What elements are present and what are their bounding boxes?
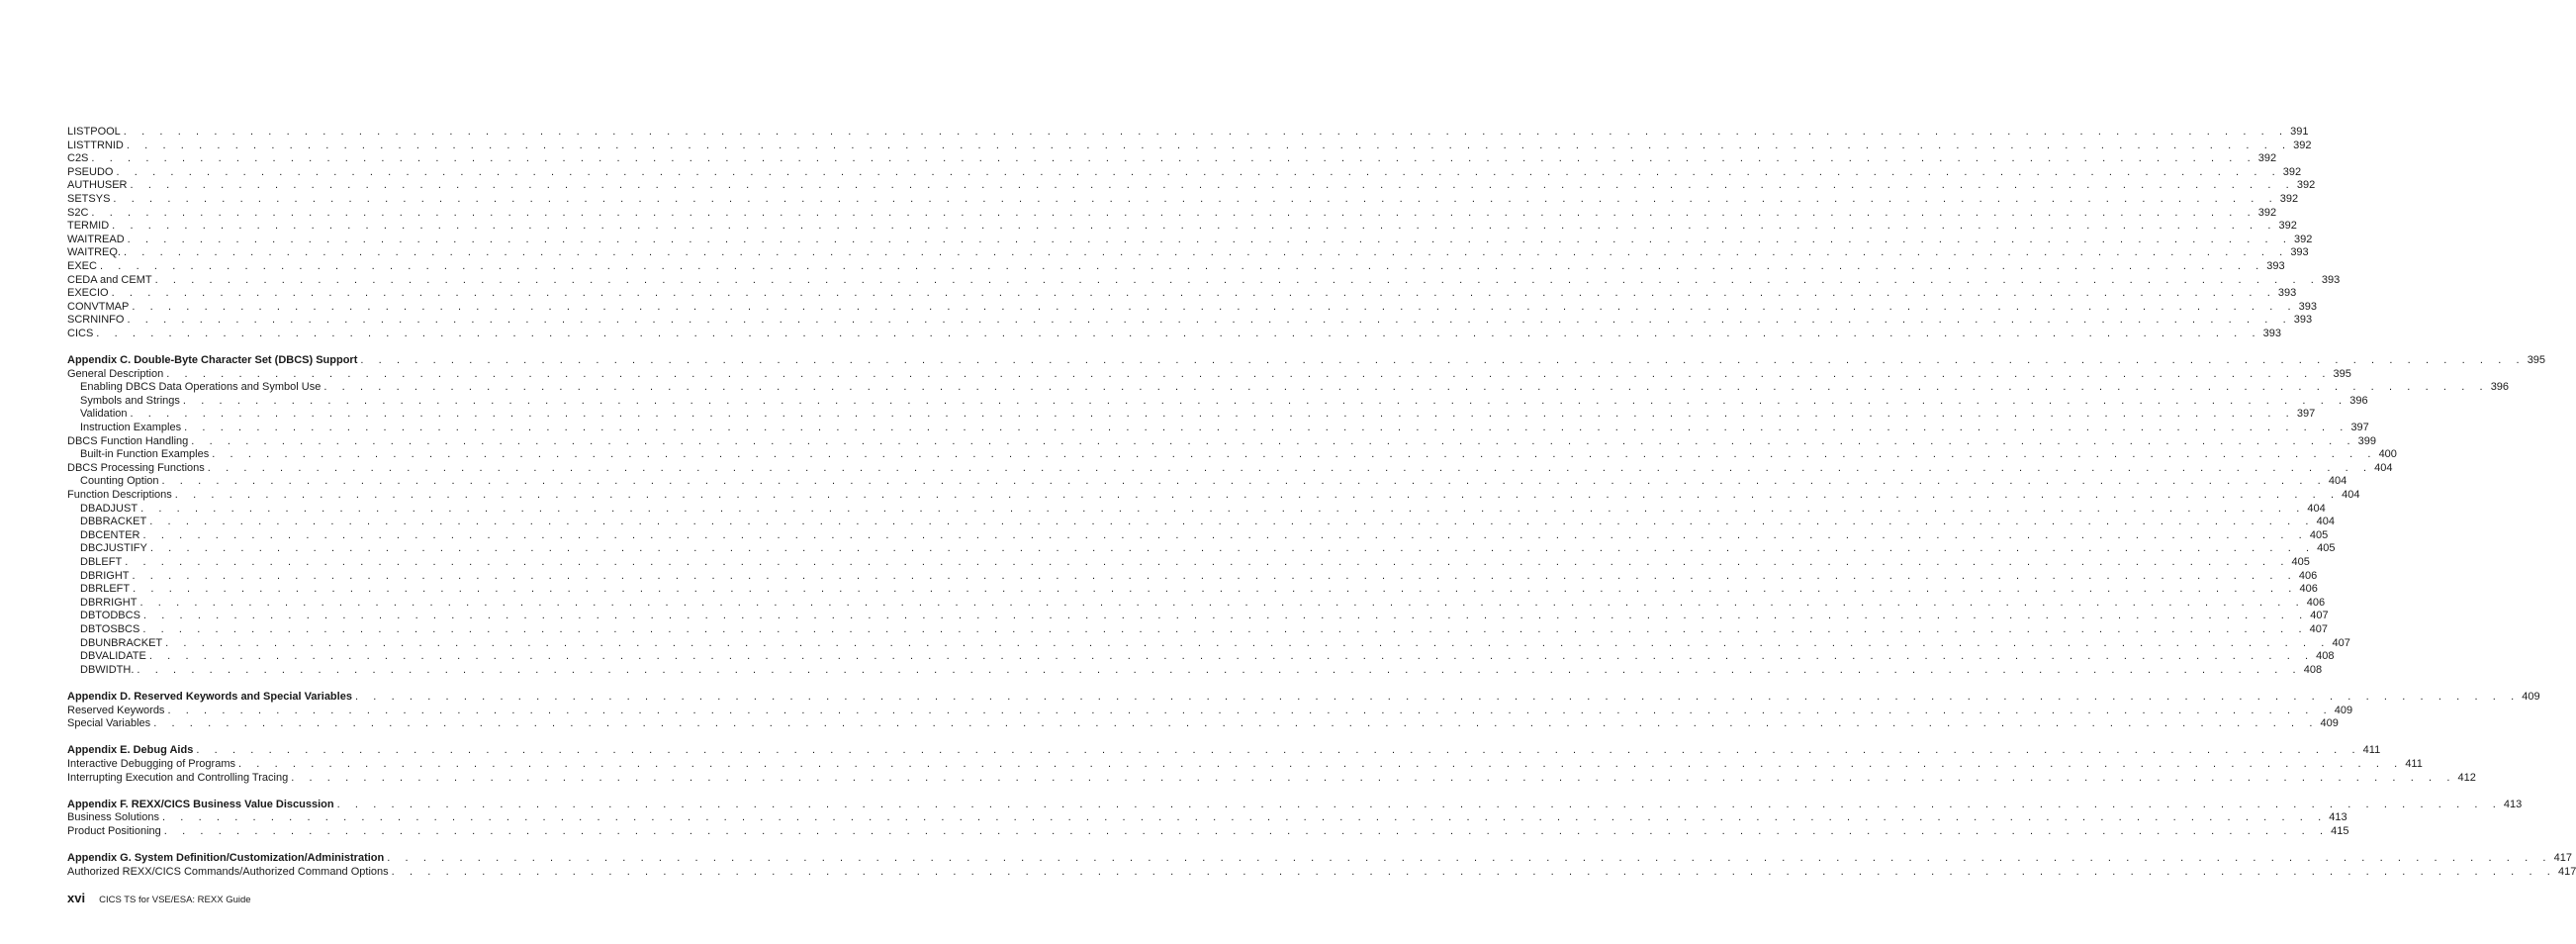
toc-entry-label: Counting Option bbox=[80, 475, 159, 488]
toc-entry-page-number: 393 bbox=[2298, 300, 2318, 313]
toc-dot-leader: . . . . . . . . . . . . . . . . . . . . . . . . . . . . . . . . . . . . . . . . . . . . . . . . . . . . . . . . . . . . . . . . . . . . . . . . . . . . . . . . . . . . . . . . . . . . . . . . . . . . . . . . . . . . . . . . . . . . . . . . bbox=[125, 556, 2290, 568]
toc-heading-entry[interactable] bbox=[67, 354, 2546, 368]
toc-entry[interactable] bbox=[67, 220, 2297, 234]
toc-entry-page-number: 407 bbox=[2309, 622, 2328, 635]
toc-entry-page-number: 393 bbox=[2290, 246, 2309, 259]
toc-entry-page-number: 392 bbox=[2296, 179, 2316, 192]
toc-entry-label: General Description bbox=[67, 367, 164, 380]
toc-entry-page-number: 406 bbox=[2298, 569, 2318, 582]
toc-entry-page-number: 407 bbox=[2310, 610, 2329, 622]
toc-entry-label: CONVTMAP bbox=[67, 300, 130, 313]
toc-entry-page-number: 392 bbox=[2279, 192, 2299, 205]
footer-page-number: xvi bbox=[67, 891, 86, 905]
toc-entry[interactable] bbox=[67, 622, 2328, 637]
toc-entry[interactable] bbox=[67, 273, 2341, 288]
toc-dot-leader: . . . . . . . . . . . . . . . . . . . . . . . . . . . . . . . . . . . . . . . . . . . . . . . . . . . . . . . . . . . . . . . . . . . . . . . . . . . . . . . . . . . . . . . . . . . . . . . . . . . . . . . . . . . . . . . . . . . . . . . . bbox=[148, 650, 2315, 663]
toc-entry-label: Product Positioning bbox=[67, 824, 161, 837]
toc-entry[interactable] bbox=[67, 717, 2339, 731]
toc-dot-leader: . . . . . . . . . . . . . . . . . . . . . . . . . . . . . . . . . . . . . . . . . . . . . . . . . . . . . . . . . . . . . . . . . . . . . . . . . . . . . . . . . . . . . . . . . . . . . . . . . . . . . . . . . . . . . . . . . . . . . . . . bbox=[142, 610, 2309, 622]
toc-entry-label: Reserved Keywords bbox=[67, 704, 165, 716]
toc-entry-label: Function Descriptions bbox=[67, 489, 172, 502]
toc-entry-page-number: 407 bbox=[2332, 636, 2350, 649]
toc-entry-page-number: 413 bbox=[2503, 798, 2523, 810]
toc-dot-leader: . . . . . . . . . . . . . . . . . . . . . . . . . . . . . . . . . . . . . . . . . . . . . . . . . . . . . . . . . . . . . . . . . . . . . . . . . . . . . . . . . . . . . . . . . . . . . . . . . . . . . . . . . . . . . . . . . . . . . . . . bbox=[139, 596, 2305, 609]
toc-entry[interactable] bbox=[67, 596, 2326, 611]
toc-heading-entry[interactable] bbox=[67, 744, 2381, 758]
toc-entry-label: LISTPOOL bbox=[67, 126, 121, 138]
toc-entry-page-number: 393 bbox=[2262, 327, 2281, 339]
toc-entry[interactable] bbox=[67, 179, 2316, 193]
toc-entry[interactable] bbox=[67, 165, 2302, 180]
toc-entry-page-number: 409 bbox=[2334, 704, 2353, 716]
toc-entry-page-number: 417 bbox=[2557, 865, 2576, 878]
toc-dot-leader: . . . . . . . . . . . . . . . . . . . . . . . . . . . . . . . . . . . . . . . . . . . . . . . . . . . . . . . . . . . . . . . . . . . . . . . . . . . . . . . . . . . . . . . . . . . . . . . . . . . . . . . . . . . . . . . . . . . . . . . . bbox=[113, 192, 2278, 205]
toc-dot-leader: . . . . . . . . . . . . . . . . . . . . . . . . . . . . . . . . . . . . . . . . . . . . . . . . . . . . . . . . . . . . . . . . . . . . . . . . . . . . . . . . . . . . . . . . . . . . . . . . . . . . . . . . . . . . . . . . . . . . . . . . bbox=[142, 622, 2308, 635]
toc-entry-label: Authorized REXX/CICS Commands/Authorized Command Options bbox=[67, 865, 389, 878]
toc-entry[interactable] bbox=[67, 367, 2351, 382]
toc-entry-label: Appendix E. Debug Aids bbox=[67, 744, 194, 757]
toc-dot-leader: . . . . . . . . . . . . . . . . . . . . . . . . . . . . . . . . . . . . . . . . . . . . . . . . . . . . . . . . . . . . . . . . . . . . . . . . . . . . . . . . . . . . . . . . . . . . . . . . . . . . . . . . . . . . . . . . . . . . . . . . bbox=[387, 852, 2552, 865]
toc-dot-leader: . . . . . . . . . . . . . . . . . . . . . . . . . . . . . . . . . . . . . . . . . . . . . . . . . . . . . . . . . . . . . . . . . . . . . . . . . . . . . . . . . . . . . . . . . . . . . . . . . . . . . . . . . . . . . . . . . . . . . . . . bbox=[161, 475, 2327, 488]
toc-dot-leader: . . . . . . . . . . . . . . . . . . . . . . . . . . . . . . . . . . . . . . . . . . . . . . . . . . . . . . . . . . . . . . . . . . . . . . . . . . . . . . . . . . . . . . . . . . . . . . . . . . . . . . . . . . . . . . . . . . . . . . . . bbox=[132, 300, 2297, 313]
toc-entry[interactable] bbox=[67, 636, 2350, 651]
toc-heading-entry[interactable] bbox=[67, 798, 2523, 812]
toc-dot-leader: . . . . . . . . . . . . . . . . . . . . . . . . . . . . . . . . . . . . . . . . . . . . . . . . . . . . . . . . . . . . . . . . . . . . . . . . . . . . . . . . . . . . . . . . . . . . . . . . . . . . . . . . . . . . . . . . . . . . . . . . bbox=[132, 569, 2297, 582]
toc-dot-leader: . . . . . . . . . . . . . . . . . . . . . . . . . . . . . . . . . . . . . . . . . . . . . . . . . . . . . . . . . . . . . . . . . . . . . . . . . . . . . . . . . . . . . . . . . . . . . . . . . . . . . . . . . . . . . . . . . . . . . . . . bbox=[127, 314, 2292, 327]
toc-entry[interactable] bbox=[67, 865, 2576, 880]
toc-dot-leader: . . . . . . . . . . . . . . . . . . . . . . . . . . . . . . . . . . . . . . . . . . . . . . . . . . . . . . . . . . . . . . . . . . . . . . . . . . . . . . . . . . . . . . . . . . . . . . . . . . . . . . . . . . . . . . . . . . . . . . . . bbox=[166, 367, 2332, 380]
toc-entry-label: DBCJUSTIFY bbox=[80, 542, 147, 555]
toc-dot-leader: . . . . . . . . . . . . . . . . . . . . . . . . . . . . . . . . . . . . . . . . . . . . . . . . . . . . . . . . . . . . . . . . . . . . . . . . . . . . . . . . . . . . . . . . . . . . . . . . . . . . . . . . . . . . . . . . . . . . . . . . bbox=[127, 233, 2292, 245]
section-gap bbox=[67, 785, 604, 799]
toc-entry-page-number: 413 bbox=[2329, 811, 2347, 824]
toc-entry-page-number: 396 bbox=[2490, 381, 2510, 394]
toc-entry[interactable] bbox=[67, 811, 2347, 825]
toc-dot-leader: . . . . . . . . . . . . . . . . . . . . . . . . . . . . . . . . . . . . . . . . . . . . . . . . . . . . . . . . . . . . . . . . . . . . . . . . . . . . . . . . . . . . . . . . . . . . . . . . . . . . . . . . . . . . . . . . . . . . . . . . bbox=[391, 865, 2556, 878]
footer-book-title: CICS TS for VSE/ESA: REXX Guide bbox=[99, 895, 251, 905]
section-gap bbox=[67, 677, 604, 691]
toc-entry-label: LISTTRNID bbox=[67, 139, 124, 151]
toc-entry-label: Interrupting Execution and Controlling Tracing bbox=[67, 771, 289, 784]
toc-entry-label: EXEC bbox=[67, 259, 97, 272]
toc-entry[interactable] bbox=[67, 152, 2277, 166]
toc-entry-page-number: 397 bbox=[2350, 422, 2369, 434]
toc-entry-page-number: 405 bbox=[2291, 556, 2310, 568]
toc-entry-page-number: 417 bbox=[2553, 852, 2572, 865]
toc-entry-page-number: 392 bbox=[2282, 165, 2302, 178]
toc-entry-label: Appendix C. Double-Byte Character Set (DBCS) Support bbox=[67, 354, 358, 367]
toc-entry-label: DBVALIDATE bbox=[80, 650, 146, 663]
toc-entry[interactable] bbox=[67, 542, 2336, 556]
toc-entry-label: DBBRACKET bbox=[80, 516, 147, 528]
toc-entry-page-number: 404 bbox=[2316, 516, 2335, 528]
toc-entry-label: DBUNBRACKET bbox=[80, 636, 163, 649]
toc-dot-leader: . . . . . . . . . . . . . . . . . . . . . . . . . . . . . . . . . . . . . . . . . . . . . . . . . . . . . . . . . . . . . . . . . . . . . . . . . . . . . . . . . . . . . . . . . . . . . . . . . . . . . . . . . . . . . . . . . . . . . . . . bbox=[91, 206, 2256, 219]
toc-entry-page-number: 392 bbox=[2293, 139, 2312, 151]
toc-entry-label: WAITREAD bbox=[67, 233, 125, 245]
toc-entry[interactable] bbox=[67, 528, 2329, 543]
toc-dot-leader: . . . . . . . . . . . . . . . . . . . . . . . . . . . . . . . . . . . . . . . . . . . . . . . . . . . . . . . . . . . . . . . . . . . . . . . . . . . . . . . . . . . . . . . . . . . . . . . . . . . . . . . . . . . . . . . . . . . . . . . . bbox=[140, 502, 2306, 515]
toc-dot-leader: . . . . . . . . . . . . . . . . . . . . . . . . . . . . . . . . . . . . . . . . . . . . . . . . . . . . . . . . . . . . . . . . . . . . . . . . . . . . . . . . . . . . . . . . . . . . . . . . . . . . . . . . . . . . . . . . . . . . . . . . bbox=[161, 811, 2328, 824]
toc-dot-leader: . . . . . . . . . . . . . . . . . . . . . . . . . . . . . . . . . . . . . . . . . . . . . . . . . . . . . . . . . . . . . . . . . . . . . . . . . . . . . . . . . . . . . . . . . . . . . . . . . . . . . . . . . . . . . . . . . . . . . . . . bbox=[111, 287, 2276, 300]
toc-entry-label: DBTODBCS bbox=[80, 610, 140, 622]
toc-entry-label: DBWIDTH. bbox=[80, 663, 135, 676]
toc-entry[interactable] bbox=[67, 663, 2323, 678]
toc-dot-leader: . . . . . . . . . . . . . . . . . . . . . . . . . . . . . . . . . . . . . . . . . . . . . . . . . . . . . . . . . . . . . . . . . . . . . . . . . . . . . . . . . . . . . . . . . . . . . . . . . . . . . . . . . . . . . . . . . . . . . . . . bbox=[207, 461, 2373, 474]
toc-dot-leader: . . . . . . . . . . . . . . . . . . . . . . . . . . . . . . . . . . . . . . . . . . . . . . . . . . . . . . . . . . . . . . . . . . . . . . . . . . . . . . . . . . . . . . . . . . . . . . . . . . . . . . . . . . . . . . . . . . . . . . . . bbox=[154, 273, 2320, 286]
toc-entry-page-number: 405 bbox=[2317, 542, 2336, 555]
toc-entry-label: TERMID bbox=[67, 220, 110, 233]
toc-entry[interactable] bbox=[67, 139, 2312, 153]
toc-dot-leader: . . . . . . . . . . . . . . . . . . . . . . . . . . . . . . . . . . . . . . . . . . . . . . . . . . . . . . . . . . . . . . . . . . . . . . . . . . . . . . . . . . . . . . . . . . . . . . . . . . . . . . . . . . . . . . . . . . . . . . . . bbox=[212, 448, 2377, 461]
toc-entry-label: Instruction Examples bbox=[80, 422, 182, 434]
toc-entry[interactable] bbox=[67, 300, 2318, 315]
toc-entry-label: SETSYS bbox=[67, 192, 111, 205]
toc-entry-label: DBRRIGHT bbox=[80, 596, 138, 609]
toc-entry-page-number: 393 bbox=[2277, 287, 2297, 300]
toc-entry-page-number: 411 bbox=[2362, 744, 2381, 757]
toc-entry-page-number: 400 bbox=[2378, 448, 2397, 461]
toc-entry-page-number: 415 bbox=[2331, 824, 2349, 837]
toc-dot-leader: . . . . . . . . . . . . . . . . . . . . . . . . . . . . . . . . . . . . . . . . . . . . . . . . . . . . . . . . . . . . . . . . . . . . . . . . . . . . . . . . . . . . . . . . . . . . . . . . . . . . . . . . . . . . . . . . . . . . . . . . bbox=[336, 798, 2502, 810]
toc-entry[interactable] bbox=[67, 556, 2310, 570]
toc-entry[interactable] bbox=[67, 771, 2476, 786]
toc-entry[interactable] bbox=[67, 448, 2397, 462]
toc-dot-leader: . . . . . . . . . . . . . . . . . . . . . . . . . . . . . . . . . . . . . . . . . . . . . . . . . . . . . . . . . . . . . . . . . . . . . . . . . . . . . . . . . . . . . . . . . . . . . . . . . . . . . . . . . . . . . . . . . . . . . . . . bbox=[174, 489, 2341, 502]
toc-entry[interactable] bbox=[67, 233, 2313, 247]
toc-dot-leader: . . . . . . . . . . . . . . . . . . . . . . . . . . . . . . . . . . . . . . . . . . . . . . . . . . . . . . . . . . . . . . . . . . . . . . . . . . . . . . . . . . . . . . . . . . . . . . . . . . . . . . . . . . . . . . . . . . . . . . . . bbox=[99, 259, 2265, 272]
toc-entry[interactable] bbox=[67, 650, 2335, 664]
toc-entry[interactable] bbox=[67, 569, 2318, 584]
toc-entry-page-number: 406 bbox=[2299, 583, 2318, 596]
toc-entry[interactable] bbox=[67, 434, 2376, 449]
section-gap bbox=[67, 731, 604, 745]
toc-entry-label: Enabling DBCS Data Operations and Symbol Use bbox=[80, 381, 322, 394]
toc-entry-page-number: 404 bbox=[2374, 461, 2393, 474]
toc-entry[interactable] bbox=[67, 489, 2360, 503]
toc-dot-leader: . . . . . . . . . . . . . . . . . . . . . . . . . . . . . . . . . . . . . . . . . . . . . . . . . . . . . . . . . . . . . . . . . . . . . . . . . . . . . . . . . . . . . . . . . . . . . . . . . . . . . . . . . . . . . . . . . . . . . . . . bbox=[123, 126, 2289, 138]
toc-entry[interactable] bbox=[67, 704, 2353, 718]
toc-entry-page-number: 393 bbox=[2293, 314, 2313, 327]
toc-dot-leader: . . . . . . . . . . . . . . . . . . . . . . . . . . . . . . . . . . . . . . . . . . . . . . . . . . . . . . . . . . . . . . . . . . . . . . . . . . . . . . . . . . . . . . . . . . . . . . . . . . . . . . . . . . . . . . . . . . . . . . . . bbox=[142, 528, 2308, 541]
toc-entry-page-number: 405 bbox=[2309, 528, 2329, 541]
toc-entry-label: PSEUDO bbox=[67, 165, 114, 178]
toc-entry-page-number: 393 bbox=[2321, 273, 2341, 286]
toc-dot-leader: . . . . . . . . . . . . . . . . . . . . . . . . . . . . . . . . . . . . . . . . . . . . . . . . . . . . . . . . . . . . . . . . . . . . . . . . . . . . . . . . . . . . . . . . . . . . . . . . . . . . . . . . . . . . . . . . . . . . . . . . bbox=[360, 354, 2526, 367]
toc-dot-leader: . . . . . . . . . . . . . . . . . . . . . . . . . . . . . . . . . . . . . . . . . . . . . . . . . . . . . . . . . . . . . . . . . . . . . . . . . . . . . . . . . . . . . . . . . . . . . . . . . . . . . . . . . . . . . . . . . . . . . . . . bbox=[191, 434, 2356, 447]
section-gap bbox=[67, 838, 604, 852]
toc-entry-page-number: 412 bbox=[2457, 771, 2476, 784]
toc-entry[interactable] bbox=[67, 192, 2299, 207]
toc-entry-label: Business Solutions bbox=[67, 811, 159, 824]
toc-entry-label: EXECIO bbox=[67, 287, 109, 300]
toc-entry-label: DBADJUST bbox=[80, 502, 138, 515]
page-footer bbox=[67, 891, 251, 905]
toc-entry[interactable] bbox=[67, 475, 2347, 489]
toc-entry-label: CEDA and CEMT bbox=[67, 273, 152, 286]
toc-dot-leader: . . . . . . . . . . . . . . . . . . . . . . . . . . . . . . . . . . . . . . . . . . . . . . . . . . . . . . . . . . . . . . . . . . . . . . . . . . . . . . . . . . . . . . . . . . . . . . . . . . . . . . . . . . . . . . . . . . . . . . . . bbox=[291, 771, 2456, 784]
toc-entry[interactable] bbox=[67, 516, 2335, 529]
toc-dot-leader: . . . . . . . . . . . . . . . . . . . . . . . . . . . . . . . . . . . . . . . . . . . . . . . . . . . . . . . . . . . . . . . . . . . . . . . . . . . . . . . . . . . . . . . . . . . . . . . . . . . . . . . . . . . . . . . . . . . . . . . . bbox=[96, 327, 2261, 339]
toc-entry-page-number: 391 bbox=[2290, 126, 2309, 138]
toc-entry[interactable] bbox=[67, 757, 2423, 772]
toc-dot-leader: . . . . . . . . . . . . . . . . . . . . . . . . . . . . . . . . . . . . . . . . . . . . . . . . . . . . . . . . . . . . . . . . . . . . . . . . . . . . . . . . . . . . . . . . . . . . . . . . . . . . . . . . . . . . . . . . . . . . . . . . bbox=[237, 757, 2404, 770]
toc-entry-label: SCRNINFO bbox=[67, 314, 125, 327]
toc-entry-page-number: 392 bbox=[2257, 152, 2277, 165]
toc-entry-label: CICS bbox=[67, 327, 94, 339]
toc-entry-label: Special Variables bbox=[67, 717, 151, 730]
toc-dot-leader: . . . . . . . . . . . . . . . . . . . . . . . . . . . . . . . . . . . . . . . . . . . . . . . . . . . . . . . . . . . . . . . . . . . . . . . . . . . . . . . . . . . . . . . . . . . . . . . . . . . . . . . . . . . . . . . . . . . . . . . . bbox=[130, 179, 2295, 192]
toc-dot-leader: . . . . . . . . . . . . . . . . . . . . . . . . . . . . . . . . . . . . . . . . . . . . . . . . . . . . . . . . . . . . . . . . . . . . . . . . . . . . . . . . . . . . . . . . . . . . . . . . . . . . . . . . . . . . . . . . . . . . . . . . bbox=[130, 408, 2295, 421]
toc-entry-label: Appendix G. System Definition/Customization/Administration bbox=[67, 852, 385, 865]
toc-entry-label: DBRIGHT bbox=[80, 569, 130, 582]
toc-dot-leader: . . . . . . . . . . . . . . . . . . . . . . . . . . . . . . . . . . . . . . . . . . . . . . . . . . . . . . . . . . . . . . . . . . . . . . . . . . . . . . . . . . . . . . . . . . . . . . . . . . . . . . . . . . . . . . . . . . . . . . . . bbox=[137, 663, 2302, 676]
toc-entry-label: DBRLEFT bbox=[80, 583, 131, 596]
toc-entry-page-number: 397 bbox=[2296, 408, 2316, 421]
toc-entry[interactable] bbox=[67, 502, 2326, 517]
toc-entry[interactable] bbox=[67, 314, 2313, 328]
table-of-contents bbox=[67, 126, 2576, 879]
toc-dot-leader: . . . . . . . . . . . . . . . . . . . . . . . . . . . . . . . . . . . . . . . . . . . . . . . . . . . . . . . . . . . . . . . . . . . . . . . . . . . . . . . . . . . . . . . . . . . . . . . . . . . . . . . . . . . . . . . . . . . . . . . . bbox=[354, 690, 2521, 703]
toc-entry[interactable] bbox=[67, 259, 2285, 274]
toc-dot-leader: . . . . . . . . . . . . . . . . . . . . . . . . . . . . . . . . . . . . . . . . . . . . . . . . . . . . . . . . . . . . . . . . . . . . . . . . . . . . . . . . . . . . . . . . . . . . . . . . . . . . . . . . . . . . . . . . . . . . . . . . bbox=[123, 246, 2289, 259]
toc-entry-label: C2S bbox=[67, 152, 89, 165]
toc-entry-label: DBTOSBCS bbox=[80, 622, 140, 635]
section-gap bbox=[67, 341, 604, 355]
toc-entry-label: Interactive Debugging of Programs bbox=[67, 757, 235, 770]
toc-entry-label: DBLEFT bbox=[80, 556, 123, 568]
toc-entry-page-number: 404 bbox=[2307, 502, 2326, 515]
toc-entry[interactable] bbox=[67, 610, 2329, 623]
toc-entry-page-number: 406 bbox=[2306, 596, 2326, 609]
toc-entry[interactable] bbox=[67, 461, 2393, 476]
toc-entry[interactable] bbox=[67, 381, 2510, 395]
toc-entry[interactable] bbox=[67, 422, 2369, 435]
toc-entry-page-number: 409 bbox=[2320, 717, 2339, 730]
toc-entry-page-number: 395 bbox=[2527, 354, 2546, 367]
toc-entry[interactable] bbox=[67, 206, 2277, 221]
toc-dot-leader: . . . . . . . . . . . . . . . . . . . . . . . . . . . . . . . . . . . . . . . . . . . . . . . . . . . . . . . . . . . . . . . . . . . . . . . . . . . . . . . . . . . . . . . . . . . . . . . . . . . . . . . . . . . . . . . . . . . . . . . . bbox=[91, 152, 2256, 165]
toc-dot-leader: . . . . . . . . . . . . . . . . . . . . . . . . . . . . . . . . . . . . . . . . . . . . . . . . . . . . . . . . . . . . . . . . . . . . . . . . . . . . . . . . . . . . . . . . . . . . . . . . . . . . . . . . . . . . . . . . . . . . . . . . bbox=[184, 422, 2349, 434]
toc-entry-label: Validation bbox=[80, 408, 128, 421]
toc-entry-page-number: 395 bbox=[2333, 367, 2351, 380]
toc-entry-page-number: 392 bbox=[2278, 220, 2297, 233]
toc-heading-entry[interactable] bbox=[67, 852, 2572, 866]
toc-dot-leader: . . . . . . . . . . . . . . . . . . . . . . . . . . . . . . . . . . . . . . . . . . . . . . . . . . . . . . . . . . . . . . . . . . . . . . . . . . . . . . . . . . . . . . . . . . . . . . . . . . . . . . . . . . . . . . . . . . . . . . . . bbox=[116, 165, 2281, 178]
toc-entry-page-number: 408 bbox=[2316, 650, 2335, 663]
toc-entry-label: WAITREQ. bbox=[67, 246, 121, 259]
toc-entry-label: Appendix F. REXX/CICS Business Value Discussion bbox=[67, 798, 334, 810]
toc-dot-leader: . . . . . . . . . . . . . . . . . . . . . . . . . . . . . . . . . . . . . . . . . . . . . . . . . . . . . . . . . . . . . . . . . . . . . . . . . . . . . . . . . . . . . . . . . . . . . . . . . . . . . . . . . . . . . . . . . . . . . . . . bbox=[149, 542, 2316, 555]
toc-entry-page-number: 392 bbox=[2293, 233, 2313, 245]
toc-entry[interactable] bbox=[67, 327, 2281, 341]
toc-dot-leader: . . . . . . . . . . . . . . . . . . . . . . . . . . . . . . . . . . . . . . . . . . . . . . . . . . . . . . . . . . . . . . . . . . . . . . . . . . . . . . . . . . . . . . . . . . . . . . . . . . . . . . . . . . . . . . . . . . . . . . . . bbox=[126, 139, 2292, 151]
toc-entry[interactable] bbox=[67, 126, 2309, 140]
toc-entry-page-number: 393 bbox=[2266, 259, 2285, 272]
toc-entry[interactable] bbox=[67, 583, 2318, 597]
toc-dot-leader: . . . . . . . . . . . . . . . . . . . . . . . . . . . . . . . . . . . . . . . . . . . . . . . . . . . . . . . . . . . . . . . . . . . . . . . . . . . . . . . . . . . . . . . . . . . . . . . . . . . . . . . . . . . . . . . . . . . . . . . . bbox=[112, 220, 2277, 233]
toc-entry[interactable] bbox=[67, 824, 2349, 839]
toc-entry-page-number: 409 bbox=[2522, 690, 2540, 703]
toc-entry-page-number: 411 bbox=[2405, 757, 2423, 770]
toc-entry-page-number: 408 bbox=[2303, 663, 2323, 676]
toc-dot-leader: . . . . . . . . . . . . . . . . . . . . . . . . . . . . . . . . . . . . . . . . . . . . . . . . . . . . . . . . . . . . . . . . . . . . . . . . . . . . . . . . . . . . . . . . . . . . . . . . . . . . . . . . . . . . . . . . . . . . . . . . bbox=[163, 824, 2330, 837]
toc-dot-leader: . . . . . . . . . . . . . . . . . . . . . . . . . . . . . . . . . . . . . . . . . . . . . . . . . . . . . . . . . . . . . . . . . . . . . . . . . . . . . . . . . . . . . . . . . . . . . . . . . . . . . . . . . . . . . . . . . . . . . . . . bbox=[165, 636, 2331, 649]
toc-entry[interactable] bbox=[67, 287, 2297, 301]
toc-entry[interactable] bbox=[67, 408, 2316, 422]
toc-entry-page-number: 404 bbox=[2342, 489, 2360, 502]
toc-dot-leader: . . . . . . . . . . . . . . . . . . . . . . . . . . . . . . . . . . . . . . . . . . . . . . . . . . . . . . . . . . . . . . . . . . . . . . . . . . . . . . . . . . . . . . . . . . . . . . . . . . . . . . . . . . . . . . . . . . . . . . . . bbox=[323, 381, 2489, 394]
toc-entry-label: S2C bbox=[67, 206, 89, 219]
toc-entry-label: DBCS Function Handling bbox=[67, 434, 189, 447]
toc-dot-leader: . . . . . . . . . . . . . . . . . . . . . . . . . . . . . . . . . . . . . . . . . . . . . . . . . . . . . . . . . . . . . . . . . . . . . . . . . . . . . . . . . . . . . . . . . . . . . . . . . . . . . . . . . . . . . . . . . . . . . . . . bbox=[167, 704, 2333, 716]
toc-entry-label: AUTHUSER bbox=[67, 179, 128, 192]
toc-dot-leader: . . . . . . . . . . . . . . . . . . . . . . . . . . . . . . . . . . . . . . . . . . . . . . . . . . . . . . . . . . . . . . . . . . . . . . . . . . . . . . . . . . . . . . . . . . . . . . . . . . . . . . . . . . . . . . . . . . . . . . . . bbox=[182, 394, 2348, 407]
toc-entry[interactable] bbox=[67, 394, 2368, 409]
toc-dot-leader: . . . . . . . . . . . . . . . . . . . . . . . . . . . . . . . . . . . . . . . . . . . . . . . . . . . . . . . . . . . . . . . . . . . . . . . . . . . . . . . . . . . . . . . . . . . . . . . . . . . . . . . . . . . . . . . . . . . . . . . . bbox=[153, 717, 2319, 730]
toc-entry-label: Appendix D. Reserved Keywords and Special Variables bbox=[67, 690, 352, 703]
toc-entry-label: Symbols and Strings bbox=[80, 394, 180, 407]
toc-entry-label: Built-in Function Examples bbox=[80, 448, 210, 461]
toc-dot-leader: . . . . . . . . . . . . . . . . . . . . . . . . . . . . . . . . . . . . . . . . . . . . . . . . . . . . . . . . . . . . . . . . . . . . . . . . . . . . . . . . . . . . . . . . . . . . . . . . . . . . . . . . . . . . . . . . . . . . . . . . bbox=[149, 516, 2315, 528]
toc-entry[interactable] bbox=[67, 246, 2309, 260]
toc-entry-page-number: 392 bbox=[2257, 206, 2277, 219]
toc-entry-page-number: 396 bbox=[2349, 394, 2368, 407]
toc-entry-label: DBCENTER bbox=[80, 528, 140, 541]
toc-dot-leader: . . . . . . . . . . . . . . . . . . . . . . . . . . . . . . . . . . . . . . . . . . . . . . . . . . . . . . . . . . . . . . . . . . . . . . . . . . . . . . . . . . . . . . . . . . . . . . . . . . . . . . . . . . . . . . . . . . . . . . . . bbox=[196, 744, 2361, 757]
toc-entry-page-number: 404 bbox=[2328, 475, 2347, 488]
toc-entry-page-number: 399 bbox=[2357, 434, 2376, 447]
toc-heading-entry[interactable] bbox=[67, 690, 2540, 705]
toc-entry-label: DBCS Processing Functions bbox=[67, 461, 205, 474]
toc-dot-leader: . . . . . . . . . . . . . . . . . . . . . . . . . . . . . . . . . . . . . . . . . . . . . . . . . . . . . . . . . . . . . . . . . . . . . . . . . . . . . . . . . . . . . . . . . . . . . . . . . . . . . . . . . . . . . . . . . . . . . . . . bbox=[133, 583, 2298, 596]
